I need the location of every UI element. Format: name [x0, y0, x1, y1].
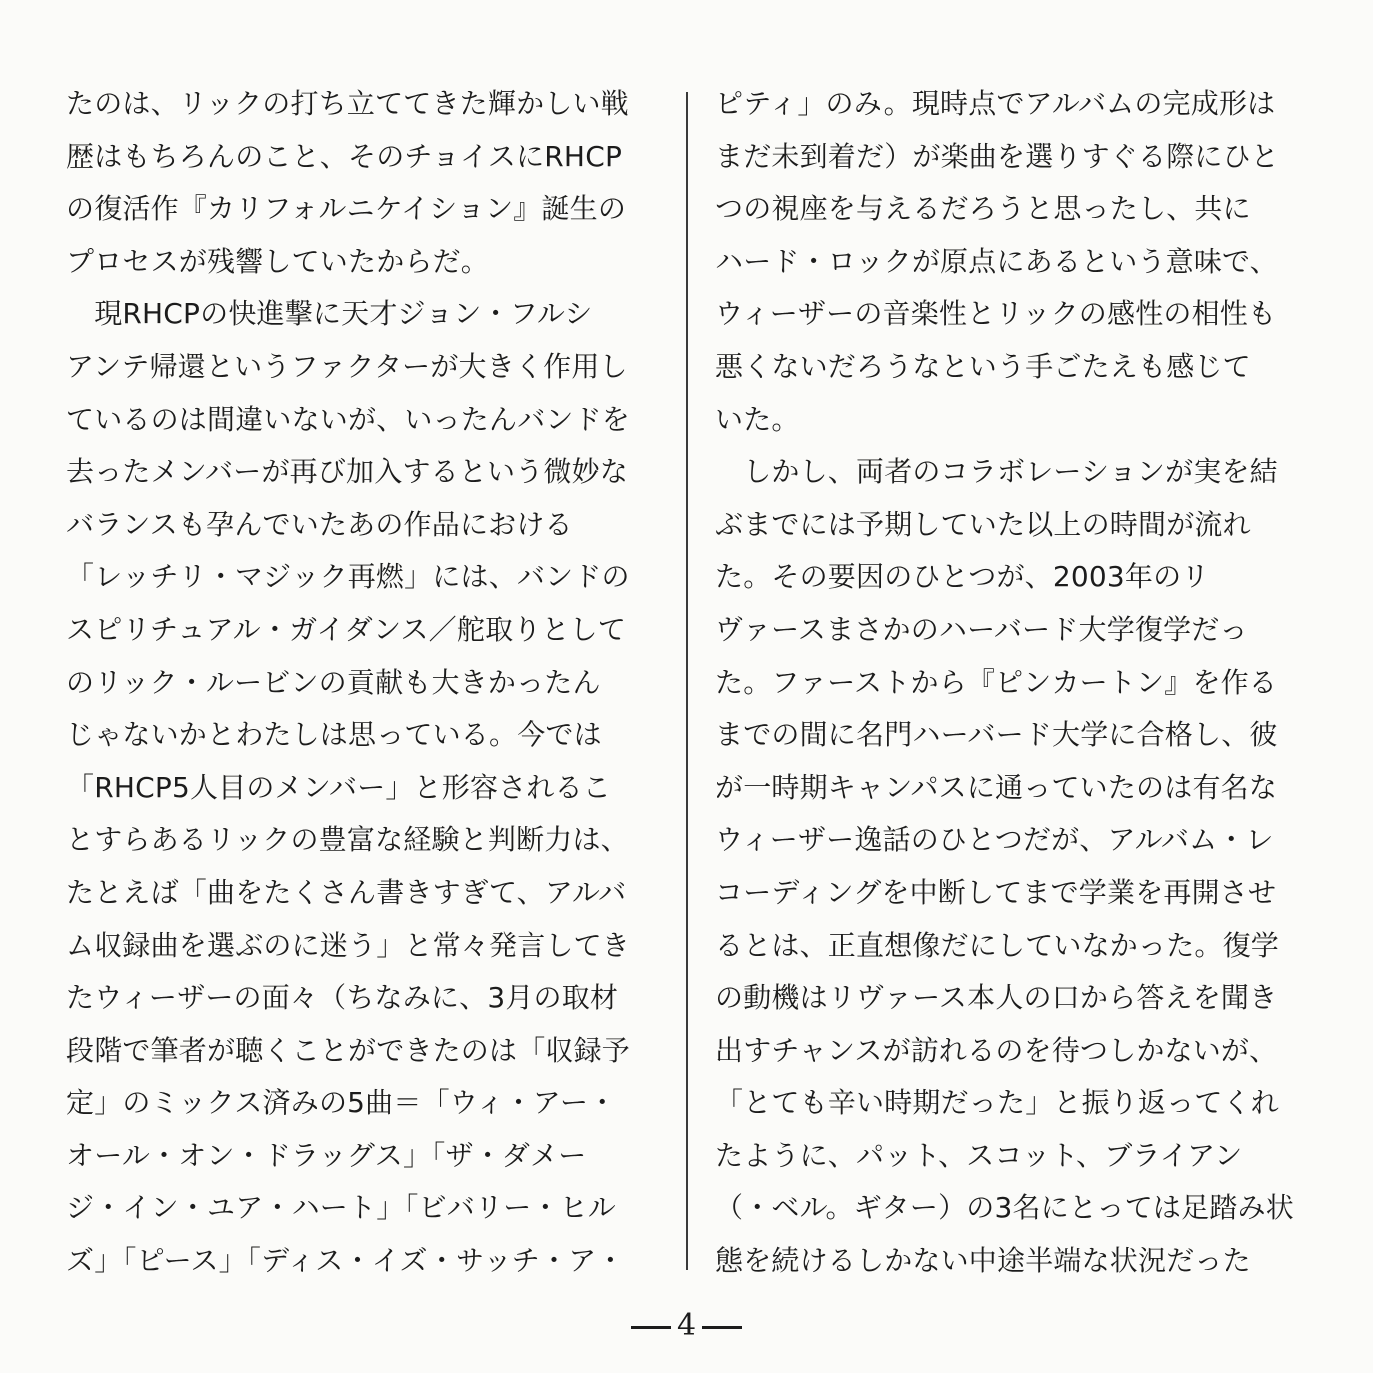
text-line: つの視座を与えるだろうと思ったし、共に — [715, 192, 1251, 226]
text-line: 「RHCP5人目のメンバー」と形容されるこ — [66, 770, 612, 804]
right-text-column — [715, 78, 1310, 1288]
text-line: 「レッチリ・マジック再燃」には、バンドの — [66, 560, 630, 594]
text-line: スピリチュアル・ガイダンス／舵取りとして — [66, 612, 627, 646]
column-divider — [686, 92, 688, 1270]
text-line: まだ未到着だ）が楽曲を選りすぐる際にひと — [715, 139, 1280, 173]
text-line: たように、パット、スコット、ブライアン — [715, 1138, 1243, 1172]
text-line: ハード・ロックが原点にあるという意味で、 — [715, 244, 1278, 278]
text-line: の動機はリヴァース本人の口から答えを聞き — [715, 981, 1278, 1015]
text-line: までの間に名門ハーバード大学に合格し、彼 — [715, 718, 1278, 752]
text-line: じゃないかとわたしは思っている。今では — [66, 718, 602, 752]
text-line: 態を続けるしかない中途半端な状況だった — [715, 1244, 1251, 1278]
text-line: 悪くないだろうなという手ごたえも感じて — [715, 349, 1251, 383]
text-line: ているのは間違いないが、いったんバンドを — [66, 402, 631, 436]
dash-left — [631, 1326, 671, 1329]
text-line: とすらあるリックの豊富な経験と判断力は、 — [66, 823, 629, 857]
text-line: バランスも孕んでいたあの作品における — [66, 507, 573, 541]
text-line: 定」のミックス済みの5曲＝「ウィ・アー・ — [66, 1086, 617, 1120]
text-line: 歴はもちろんのこと、そのチョイスにRHCP — [66, 139, 623, 173]
text-line: が一時期キャンパスに通っていたのは有名な — [715, 770, 1278, 804]
text-line: ズ」「ピース」「ディス・イズ・サッチ・ア・ — [66, 1244, 625, 1278]
text-line: たのは、リックの打ち立ててきた輝かしい戦 — [66, 87, 629, 120]
page-number — [0, 1306, 1373, 1346]
text-line: 現RHCPの快進撃に天才ジョン・フルシ — [66, 297, 593, 331]
text-line: ヴァースまさかのハーバード大学復学だっ — [715, 612, 1248, 646]
text-line: た。その要因のひとつが、2003年のリ — [715, 560, 1210, 594]
text-line: コーディングを中断してまで学業を再開させ — [715, 875, 1277, 909]
text-line: オール・オン・ドラッグス」「ザ・ダメー — [66, 1138, 587, 1172]
text-line: いた。 — [715, 402, 800, 436]
text-line: 去ったメンバーが再び加入するという微妙な — [66, 455, 629, 489]
text-line: ジ・イン・ユア・ハート」「ビバリー・ヒル — [66, 1191, 617, 1225]
text-line: ウィーザーの音楽性とリックの感性の相性も — [715, 297, 1277, 331]
text-line: プロセスが残響していたからだ。 — [66, 244, 490, 278]
text-line: るとは、正直想像だにしていなかった。復学 — [715, 928, 1280, 962]
text-line: しかし、両者のコラボレーションが実を結 — [715, 455, 1278, 489]
text-line: ピティ」のみ。現時点でアルバムの完成形は — [715, 87, 1276, 120]
text-line: のリック・ルービンの貢献も大きかったん — [66, 665, 601, 699]
text-line: 段階で筆者が聴くことができたのは「収録予 — [66, 1033, 631, 1067]
text-line: ぶまでには予期していた以上の時間が流れ — [715, 507, 1251, 541]
text-line: 出すチャンスが訪れるのを待つしかないが、 — [715, 1033, 1278, 1067]
text-line: たとえば「曲をたくさん書きすぎて、アルバ — [66, 875, 627, 909]
text-line: 「とても辛い時期だった」と振り返ってくれ — [715, 1086, 1280, 1120]
text-line: ウィーザー逸話のひとつだが、アルバム・レ — [715, 823, 1274, 857]
left-text-column — [66, 78, 661, 1288]
text-line: ム収録曲を選ぶのに迷う」と常々発言してき — [66, 928, 631, 962]
text-line: （・ベル。ギター）の3名にとっては足踏み状 — [715, 1191, 1294, 1225]
dash-right — [702, 1326, 742, 1329]
text-line: たウィーザーの面々（ちなみに、3月の取材 — [66, 981, 619, 1015]
text-line: た。ファーストから『ピンカートン』を作る — [715, 665, 1278, 699]
text-line: の復活作『カリフォルニケイション』誕生の — [66, 192, 627, 226]
page-number-value: 4 — [676, 1308, 697, 1343]
text-line: アンテ帰還というファクターが大きく作用し — [66, 349, 628, 383]
